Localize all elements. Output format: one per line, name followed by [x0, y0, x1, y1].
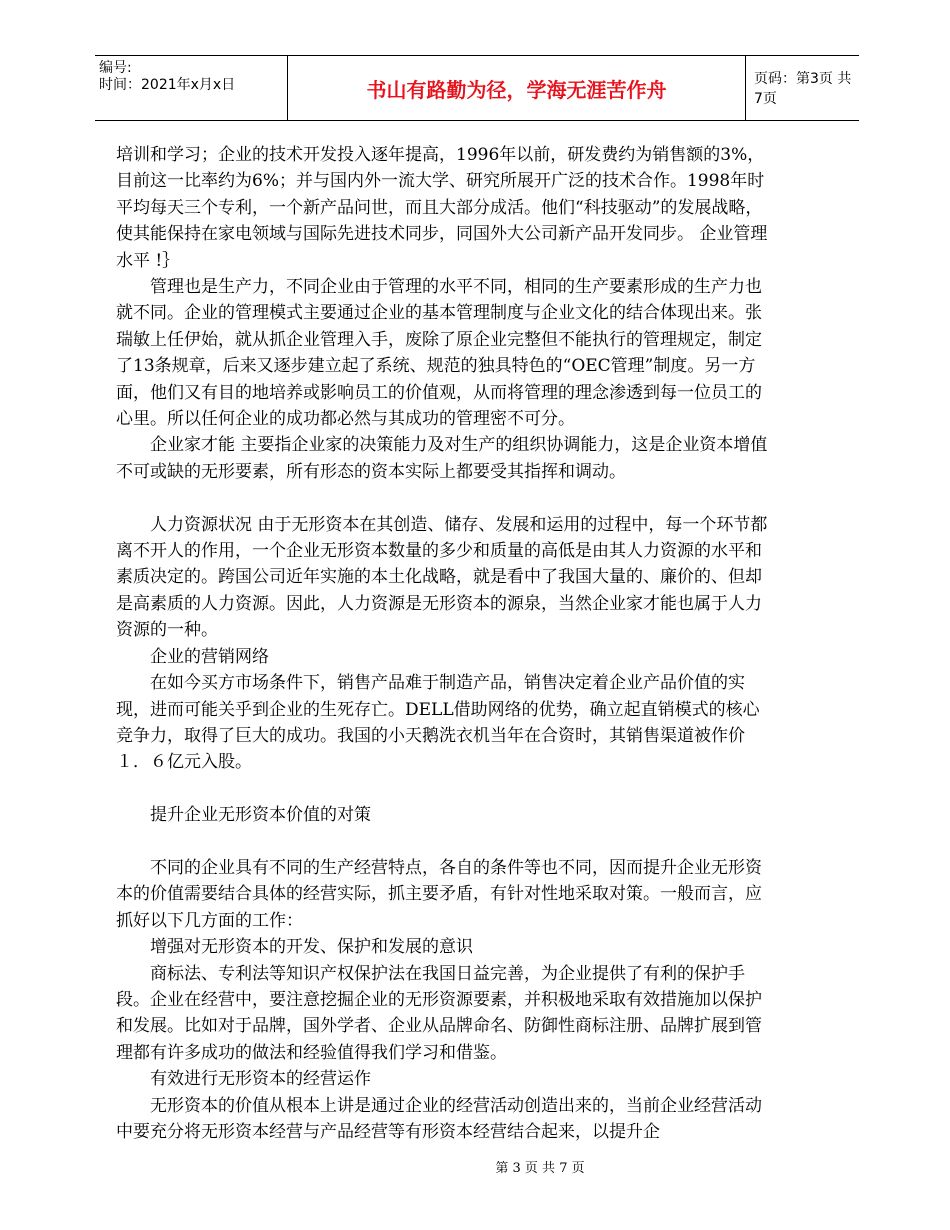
paragraph-management: 管理也是生产力，不同企业由于管理的水平不同，相同的生产要素形成的生产力也就不同。企业的管理模式主要通过企业的基本管理制度与企业文化的结合体现出来。张瑞敏上任伊始，就从抓企业管理入手，废除了原企业完整但不能执行的管理规定，制定了13条规章，后来又逐步建立起了系统、规范的独具特色的“OEC管理”制度。另一方面，他们又有目的地培养或影响员工的价值观，从而将管理的理念渗透到每一位员工的心里。所以任何企业的成功都必然与其成功的管理密不可分。 — [116, 277, 762, 430]
section-heading-strategies: 提升企业无形资本价值的对策 — [150, 805, 371, 826]
paragraph-tech-development: 培训和学习；企业的技术开发投入逐年提高，1996年以前，研发费约为销售额的3%，目前这一比率约为6%；并与国内外一流大学、研究所展开广泛的技术合作。1998年时平均每天三个专利，一个新产品问世，而且大部分成活。他们“科技驱动”的发展战略，使其能保持在家电领域与国际先进技术同步，同国外大公司新产品开发同步。 企业管理水平 !｝ — [116, 145, 768, 271]
header-motto: 书山有路勤为径，学海无涯苦作舟 — [287, 56, 746, 120]
page-footer: 第 3 页 共 7 页 — [495, 1161, 585, 1176]
paragraph-spacer — [116, 829, 776, 855]
paragraph-marketing: 在如今买方市场条件下，销售产品难于制造产品，销售决定着企业产品价值的实现，进而可能关乎到企业的生死存亡。DELL借助网络的优势，确立起直销模式的核心竞争力，取得了巨大的成功。我国的小天鹅洗衣机当年在合资时，其销售渠道被作价１．６亿元入股。 — [116, 673, 760, 773]
heading-awareness: 增强对无形资本的开发、保护和发展的意识 — [150, 937, 473, 958]
document-number-label: 编号: — [99, 60, 132, 76]
page-header — [95, 55, 859, 121]
document-time-label: 时间：2021年x月x日 — [99, 77, 236, 93]
document-body — [116, 142, 776, 1145]
paragraph-ip-protection: 商标法、专利法等知识产权保护法在我国日益完善，为企业提供了有利的保护手段。企业在经营中，要注意挖掘企业的无形资源要素，并积极地采取有效措施加以保护和发展。比如对于品牌，国外学者、企业从品牌命名、防御性商标注册、品牌扩展到管理都有许多成功的做法和经验值得我们学习和借鉴。 — [116, 963, 762, 1063]
paragraph-spacer — [116, 776, 776, 802]
heading-marketing-network: 企业的营销网络 — [150, 646, 269, 667]
paragraph-spacer — [116, 485, 776, 511]
paragraph-operation: 无形资本的价值从根本上讲是通过企业的经营活动创造出来的，当前企业经营活动中要充分将无形资本经营与产品经营等有形资本经营结合起来，以提升企 — [116, 1095, 762, 1142]
header-info — [95, 56, 287, 120]
paragraph-human-resources: 人力资源状况 由于无形资本在其创造、储存、发展和运用的过程中，每一个环节都离不开人的作用，一个企业无形资本数量的多少和质量的高低是由其人力资源的水平和素质决定的。跨国公司近年实施的本土化战略，就是看中了我国大量的、廉价的、但却是高素质的人力资源。因此，人力资源是无形资本的源泉，当然企业家才能也属于人力资源的一种。 — [116, 514, 768, 641]
heading-operation: 有效进行无形资本的经营运作 — [150, 1069, 371, 1090]
header-page-indicator: 页码：第3页 共7页 — [754, 71, 852, 107]
paragraph-strategies-intro: 不同的企业具有不同的生产经营特点，各自的条件等也不同，因而提升企业无形资本的价值需要结合具体的经营实际，抓主要矛盾，有针对性地采取对策。一般而言，应抓好以下几方面的工作： — [116, 857, 762, 931]
paragraph-entrepreneur: 企业家才能 主要指企业家的决策能力及对生产的组织协调能力，这是企业资本增值不可或缺的无形要素，所有形态的资本实际上都要受其指挥和调动。 — [116, 435, 768, 482]
